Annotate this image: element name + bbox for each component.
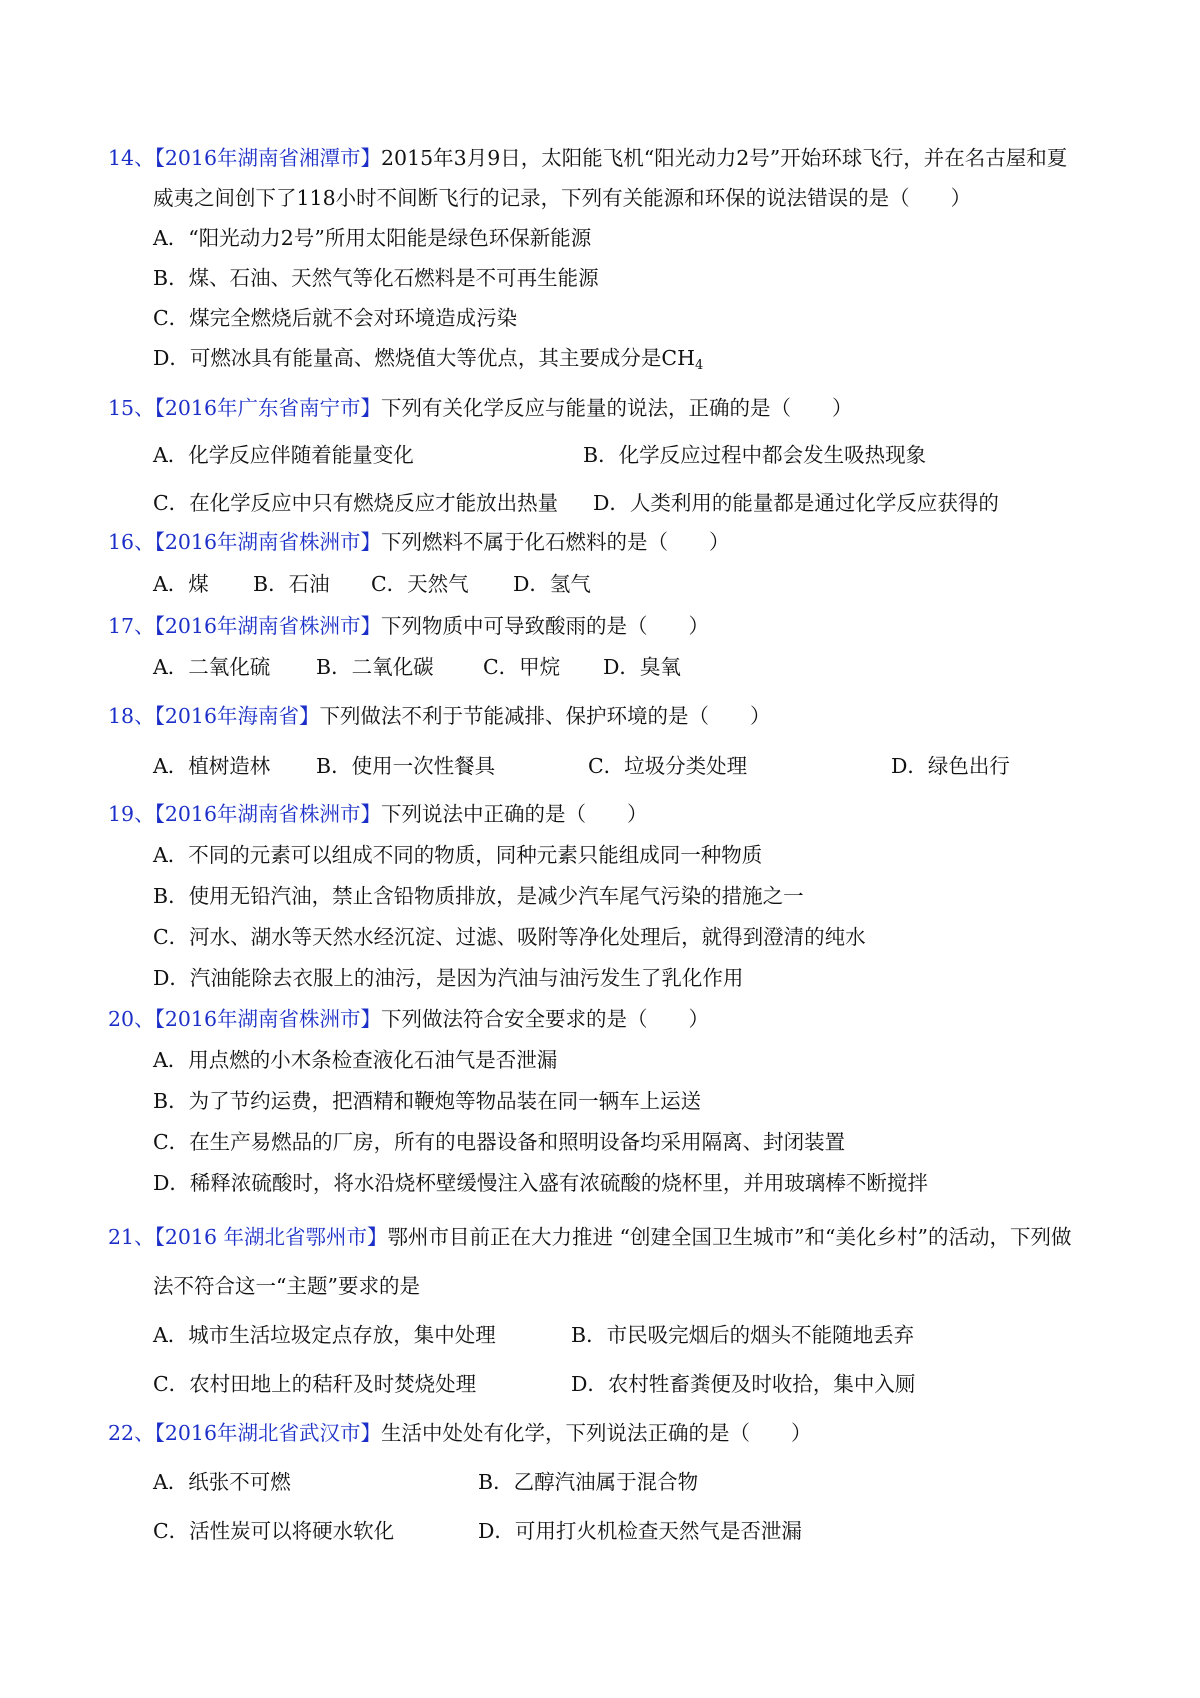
question-number: 20、 xyxy=(108,1007,155,1031)
option-c: C．在生产易燃品的厂房，所有的电器设备和照明设备均采用隔离、封闭装置 xyxy=(153,1130,846,1154)
option-b: B．使用无铅汽油，禁止含铅物质排放，是减少汽车尾气污染的措施之一 xyxy=(153,884,804,908)
question-14 xyxy=(108,143,1067,173)
question-source: 【2016年湖南省株洲市】 xyxy=(154,1007,382,1031)
question-number: 18、 xyxy=(108,704,155,728)
question-22 xyxy=(108,1418,812,1448)
option-b: B．煤、石油、天然气等化石燃料是不可再生能源 xyxy=(153,266,599,290)
question-source: 【2016 年湖北省鄂州市】 xyxy=(154,1225,388,1249)
question-stem: 下列物质中可导致酸雨的是（ ） xyxy=(381,614,710,638)
question-stem: 下列说法中正确的是（ ） xyxy=(381,802,648,826)
question-18 xyxy=(108,701,771,731)
question-17 xyxy=(108,611,709,641)
option-d: D．臭氧 xyxy=(603,655,681,679)
question-source: 【2016年广东省南宁市】 xyxy=(154,396,382,420)
option-c: C．甲烷 xyxy=(483,655,561,679)
question-number: 15、 xyxy=(108,396,155,420)
question-number: 22、 xyxy=(108,1421,155,1445)
option-a: A．化学反应伴随着能量变化 xyxy=(153,443,414,467)
option-c: C．河水、湖水等天然水经沉淀、过滤、吸附等净化处理后，就得到澄清的纯水 xyxy=(153,925,866,949)
option-a: A．用点燃的小木条检查液化石油气是否泄漏 xyxy=(153,1048,558,1072)
subscript: 4 xyxy=(695,358,704,373)
option-c: C．垃圾分类处理 xyxy=(588,754,748,778)
option-a: A．“阳光动力2号”所用太阳能是绿色环保新能源 xyxy=(153,226,592,250)
question-stem-continuation: 法不符合这一“主题”要求的是 xyxy=(153,1274,420,1298)
question-source: 【2016年湖南省株洲市】 xyxy=(154,530,382,554)
question-source: 【2016年湖南省株洲市】 xyxy=(154,614,382,638)
question-stem-continuation: 威夷之间创下了118小时不间断飞行的记录，下列有关能源和环保的说法错误的是（ ） xyxy=(153,186,972,210)
question-source: 【2016年海南省】 xyxy=(154,704,320,728)
question-source: 【2016年湖北省武汉市】 xyxy=(154,1421,382,1445)
option-c: C．农村田地上的秸秆及时焚烧处理 xyxy=(153,1372,477,1396)
question-number: 16、 xyxy=(108,530,155,554)
question-19 xyxy=(108,799,648,829)
option-a: A．煤 xyxy=(153,572,209,596)
option-b: B．二氧化碳 xyxy=(316,655,434,679)
option-d: D．农村牲畜粪便及时收拾，集中入厕 xyxy=(571,1372,916,1396)
option-a: A．植树造林 xyxy=(153,754,271,778)
question-20 xyxy=(108,1004,709,1034)
option-a: A．不同的元素可以组成不同的物质，同种元素只能组成同一种物质 xyxy=(153,843,763,867)
option-c: C．在化学反应中只有燃烧反应才能放出热量 xyxy=(153,491,559,515)
option-c: C．煤完全燃烧后就不会对环境造成污染 xyxy=(153,306,518,330)
question-source: 【2016年湖南省湘潭市】 xyxy=(154,146,382,170)
option-d-text: D．可燃冰具有能量高、燃烧值大等优点，其主要成分是CH xyxy=(153,346,695,370)
question-number: 17、 xyxy=(108,614,155,638)
question-number: 14、 xyxy=(108,146,155,170)
option-d: D．绿色出行 xyxy=(891,754,1010,778)
option-b: B．市民吸完烟后的烟头不能随地丢弃 xyxy=(571,1323,915,1347)
question-stem: 下列燃料不属于化石燃料的是（ ） xyxy=(381,530,730,554)
question-stem: 鄂州市目前正在大力推进 “创建全国卫生城市”和“美化乡村”的活动，下列做 xyxy=(387,1225,1072,1249)
question-source: 【2016年湖南省株洲市】 xyxy=(154,802,382,826)
option-d: D．汽油能除去衣服上的油污，是因为汽油与油污发生了乳化作用 xyxy=(153,966,744,990)
option-d: D．可用打火机检查天然气是否泄漏 xyxy=(478,1519,802,1543)
option-b: B．使用一次性餐具 xyxy=(316,754,496,778)
question-stem: 下列做法不利于节能减排、保护环境的是（ ） xyxy=(319,704,771,728)
question-stem: 下列有关化学反应与能量的说法，正确的是（ ） xyxy=(381,396,853,420)
option-d xyxy=(153,343,703,373)
option-b: B．化学反应过程中都会发生吸热现象 xyxy=(583,443,927,467)
option-c: C．活性炭可以将硬水软化 xyxy=(153,1519,395,1543)
question-number: 19、 xyxy=(108,802,155,826)
option-b: B．为了节约运费，把酒精和鞭炮等物品装在同一辆车上运送 xyxy=(153,1089,702,1113)
question-21 xyxy=(108,1222,1071,1252)
option-a: A．二氧化硫 xyxy=(153,655,271,679)
option-c: C．天然气 xyxy=(371,572,469,596)
option-a: A．城市生活垃圾定点存放，集中处理 xyxy=(153,1323,496,1347)
option-b: B．乙醇汽油属于混合物 xyxy=(478,1470,699,1494)
question-16 xyxy=(108,527,730,557)
question-stem: 下列做法符合安全要求的是（ ） xyxy=(381,1007,710,1031)
question-stem: 生活中处处有化学，下列说法正确的是（ ） xyxy=(381,1421,812,1445)
question-stem: 2015年3月9日，太阳能飞机“阳光动力2号”开始环球飞行，并在名古屋和夏 xyxy=(381,146,1068,170)
question-15 xyxy=(108,393,853,423)
option-d: D．稀释浓硫酸时，将水沿烧杯壁缓慢注入盛有浓硫酸的烧杯里，并用玻璃棒不断搅拌 xyxy=(153,1171,928,1195)
option-b: B．石油 xyxy=(253,572,330,596)
question-number: 21、 xyxy=(108,1225,155,1249)
option-d: D．人类利用的能量都是通过化学反应获得的 xyxy=(593,491,999,515)
option-d: D．氢气 xyxy=(513,572,591,596)
option-a: A．纸张不可燃 xyxy=(153,1470,291,1494)
